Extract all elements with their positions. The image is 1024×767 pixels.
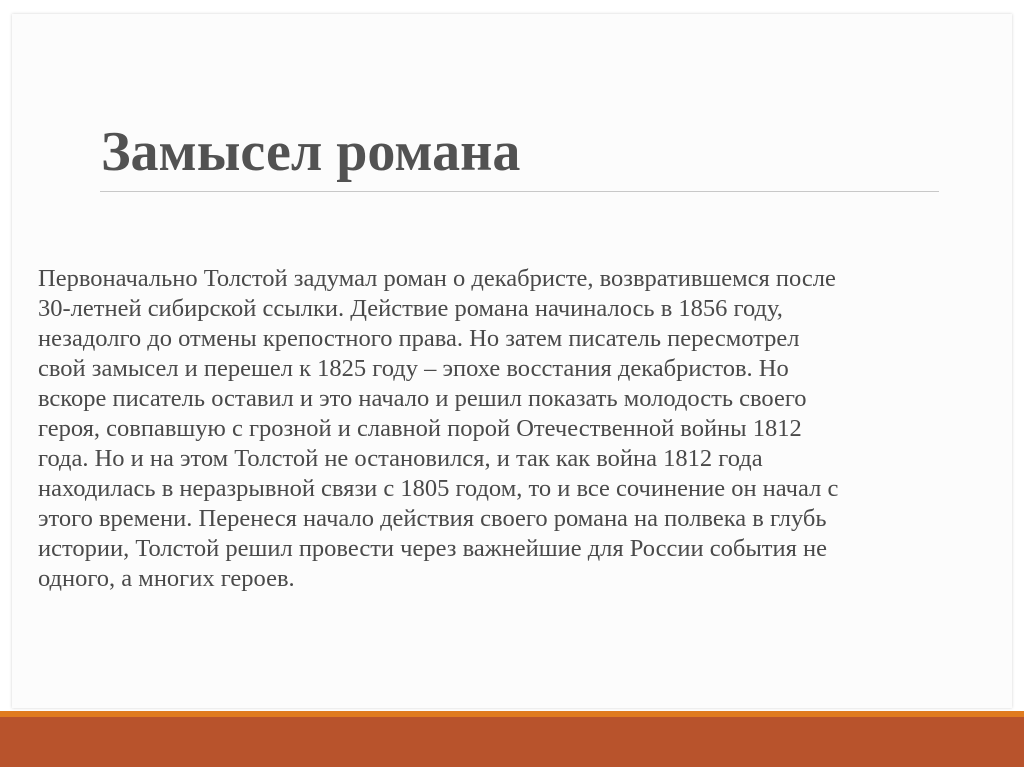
slide-body-text: [38, 264, 998, 594]
body-line: находилась в неразрывной связи с 1805 годом, то и все сочинение он начал с: [38, 475, 839, 502]
body-line: истории, Толстой решил провести через важнейшие для России события не: [38, 535, 828, 562]
slide-title: Замысел романа: [101, 121, 521, 183]
title-divider: [100, 191, 939, 192]
footer-band: [0, 717, 1024, 767]
body-line: этого времени. Перенеся начало действия своего романа на полвека в глубь: [38, 505, 827, 532]
body-line: одного, а многих героев.: [38, 565, 295, 592]
body-line: Первоначально Толстой задумал роман о декабристе, возвратившемся после: [38, 265, 836, 292]
body-line: 30-летней сибирской ссылки. Действие романа начиналось в 1856 году,: [38, 295, 783, 322]
body-line: вскоре писатель оставил и это начало и решил показать молодость своего: [38, 385, 807, 412]
body-line: свой замысел и перешел к 1825 году – эпохе восстания декабристов. Но: [38, 355, 789, 382]
body-line: года. Но и на этом Толстой не остановился, и так как война 1812 года: [38, 445, 763, 472]
body-line: героя, совпавшую с грозной и славной порой Отечественной войны 1812: [38, 415, 802, 442]
body-line: незадолго до отмены крепостного права. Но затем писатель пересмотрел: [38, 325, 800, 352]
